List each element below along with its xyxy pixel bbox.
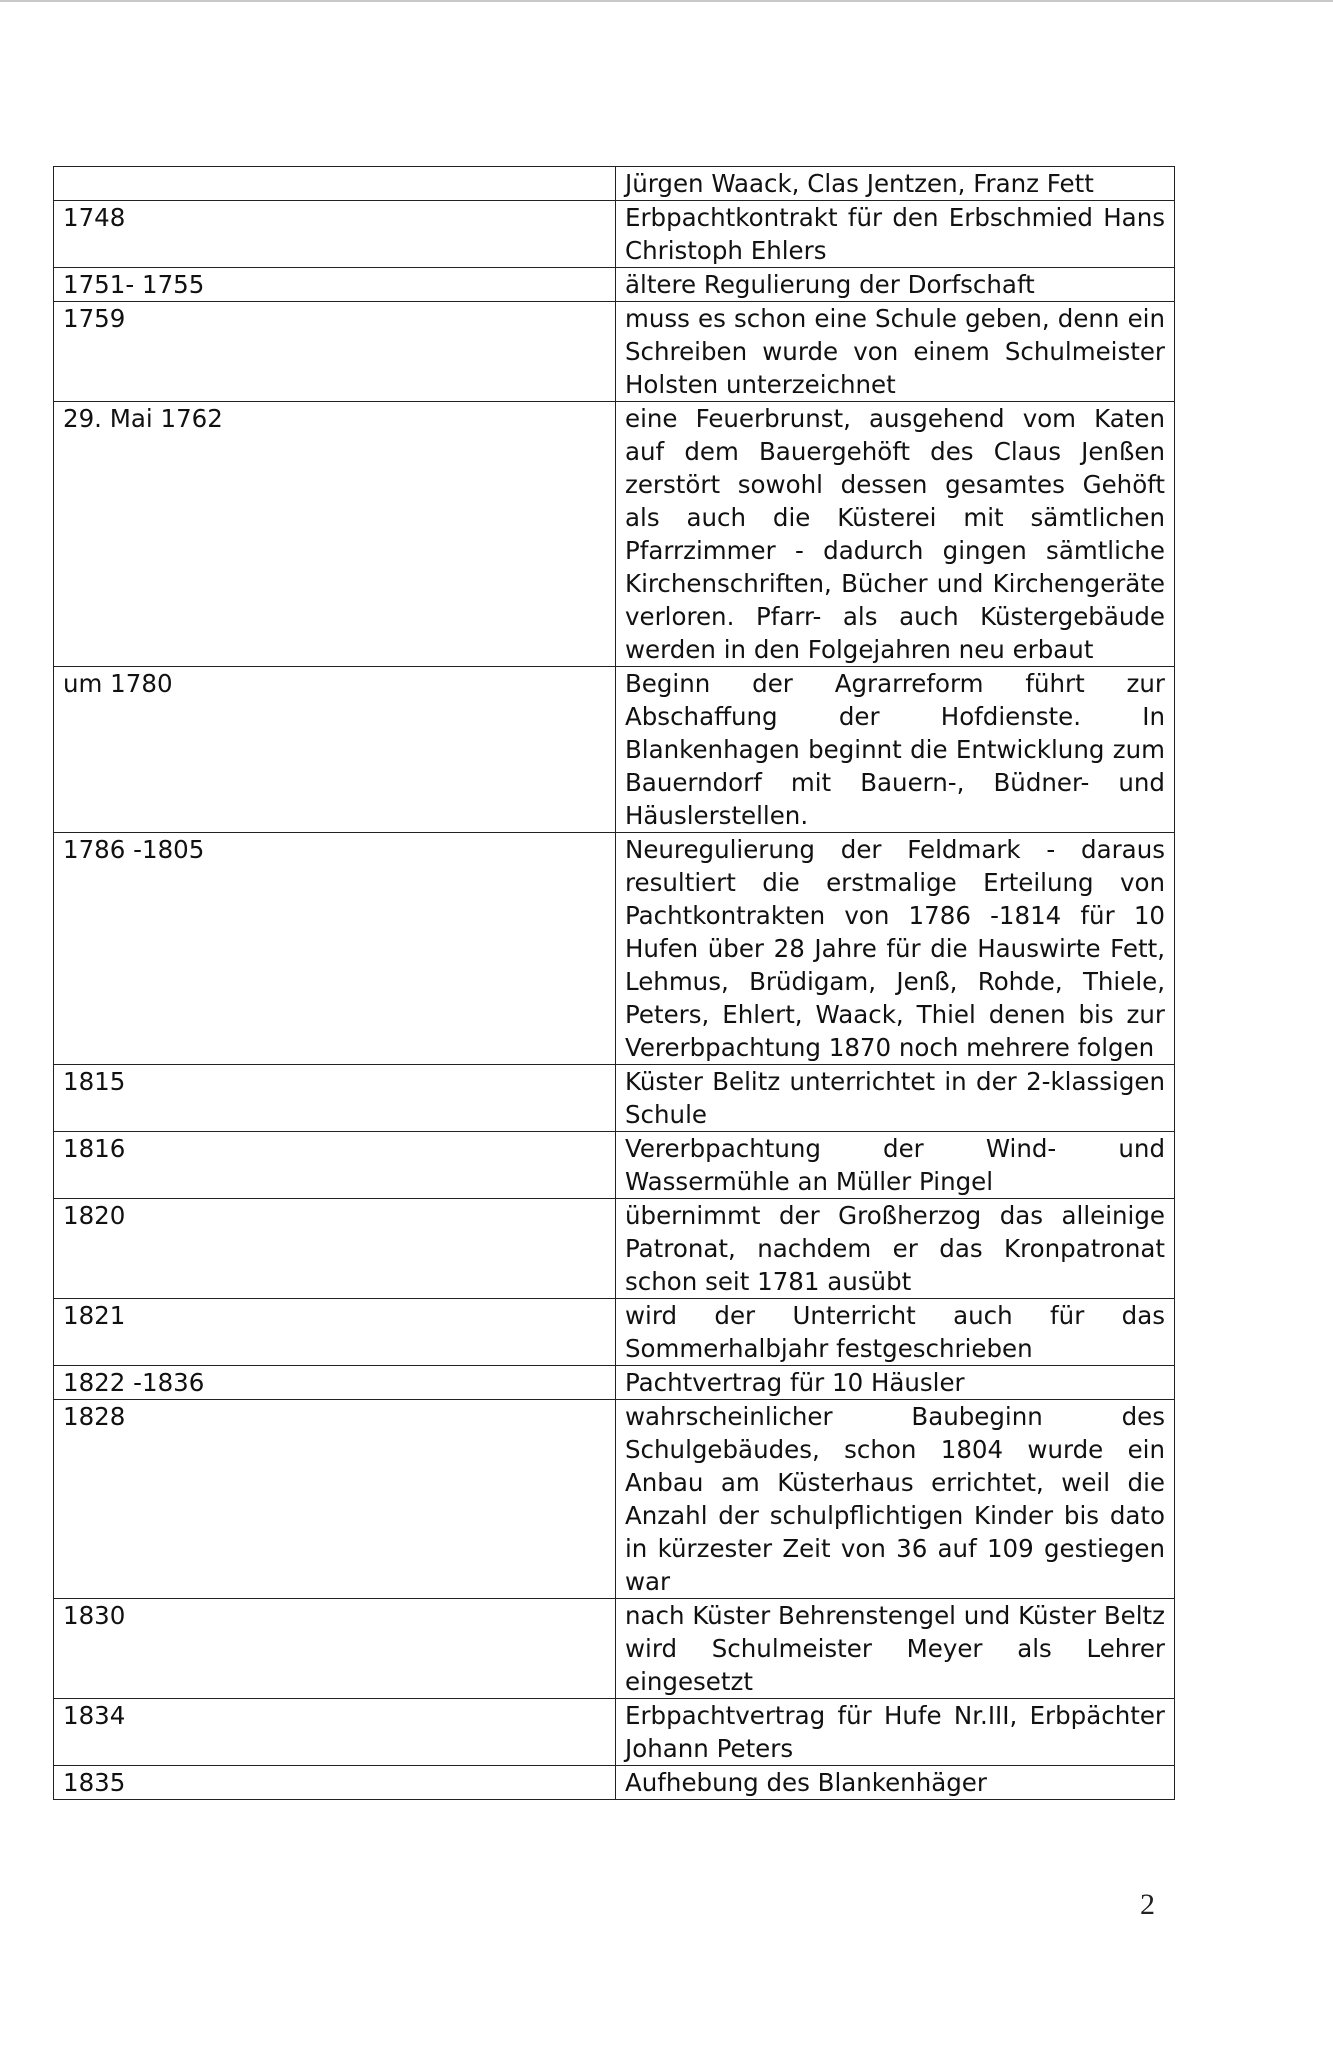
date-cell: 1816 xyxy=(54,1132,616,1199)
event-cell: übernimmt der Großherzog das alleinige Patronat, nachdem er das Kronpatronat schon seit 1781 ausübt xyxy=(616,1199,1175,1299)
date-cell: 1748 xyxy=(54,201,616,268)
date-cell: 1751- 1755 xyxy=(54,268,616,302)
event-cell: Vererbpachtung der Wind- und Wassermühle an Müller Pingel xyxy=(616,1132,1175,1199)
table-row xyxy=(54,268,1175,302)
chronology-table xyxy=(53,166,1175,1800)
event-cell: Pachtvertrag für 10 Häusler xyxy=(616,1366,1175,1400)
date-cell: 1786 -1805 xyxy=(54,833,616,1065)
date-cell: 1820 xyxy=(54,1199,616,1299)
event-cell: Jürgen Waack, Clas Jentzen, Franz Fett xyxy=(616,167,1175,201)
page-number: 2 xyxy=(1140,1888,1155,1921)
event-cell: wird der Unterricht auch für das Sommerhalbjahr festgeschrieben xyxy=(616,1299,1175,1366)
table-row xyxy=(54,1599,1175,1699)
table-row xyxy=(54,1199,1175,1299)
event-cell: muss es schon eine Schule geben, denn ein Schreiben wurde von einem Schulmeister Holsten unterzeichnet xyxy=(616,302,1175,402)
date-cell: 1830 xyxy=(54,1599,616,1699)
date-cell: 1821 xyxy=(54,1299,616,1366)
date-cell: 29. Mai 1762 xyxy=(54,402,616,667)
date-cell: um 1780 xyxy=(54,667,616,833)
table-row xyxy=(54,833,1175,1065)
table-row xyxy=(54,201,1175,268)
event-cell: nach Küster Behrenstengel und Küster Beltz wird Schulmeister Meyer als Lehrer eingesetzt xyxy=(616,1599,1175,1699)
event-cell: eine Feuerbrunst, ausgehend vom Katen auf dem Bauergehöft des Claus Jenßen zerstört sowohl dessen gesamtes Gehöft als auch die Küsterei mit sämtlichen Pfarrzimmer - dadurch gingen sämtliche Kirchenschriften, Bücher und Kirchengeräte verloren. Pfarr- als auch Küstergebäude werden in den Folgejahren neu erbaut xyxy=(616,402,1175,667)
table-row xyxy=(54,1299,1175,1366)
table-row xyxy=(54,1699,1175,1766)
event-cell: Küster Belitz unterrichtet in der 2-klassigen Schule xyxy=(616,1065,1175,1132)
date-cell: 1759 xyxy=(54,302,616,402)
table-row xyxy=(54,1400,1175,1599)
table-row xyxy=(54,1766,1175,1800)
event-cell: wahrscheinlicher Baubeginn des Schulgebäudes, schon 1804 wurde ein Anbau am Küsterhaus errichtet, weil die Anzahl der schulpflichtigen Kinder bis dato in kürzester Zeit von 36 auf 109 gestiegen war xyxy=(616,1400,1175,1599)
event-cell: ältere Regulierung der Dorfschaft xyxy=(616,268,1175,302)
date-cell: 1834 xyxy=(54,1699,616,1766)
table-row xyxy=(54,667,1175,833)
event-cell: Erbpachtkontrakt für den Erbschmied Hans Christoph Ehlers xyxy=(616,201,1175,268)
table-row xyxy=(54,302,1175,402)
date-cell xyxy=(54,167,616,201)
event-cell: Neuregulierung der Feldmark - daraus resultiert die erstmalige Erteilung von Pachtkontrakten von 1786 -1814 für 10 Hufen über 28 Jahre für die Hauswirte Fett, Lehmus, Brüdigam, Jenß, Rohde, Thiele, Peters, Ehlert, Waack, Thiel denen bis zur Vererbpachtung 1870 noch mehrere folgen xyxy=(616,833,1175,1065)
table-row xyxy=(54,1132,1175,1199)
table-row xyxy=(54,402,1175,667)
date-cell: 1828 xyxy=(54,1400,616,1599)
scan-top-edge xyxy=(0,0,1333,2)
date-cell: 1822 -1836 xyxy=(54,1366,616,1400)
table-row xyxy=(54,167,1175,201)
table-row xyxy=(54,1065,1175,1132)
date-cell: 1815 xyxy=(54,1065,616,1132)
event-cell: Aufhebung des Blankenhäger xyxy=(616,1766,1175,1800)
event-cell: Erbpachtvertrag für Hufe Nr.III, Erbpächter Johann Peters xyxy=(616,1699,1175,1766)
table-row xyxy=(54,1366,1175,1400)
event-cell: Beginn der Agrarreform führt zur Abschaffung der Hofdienste. In Blankenhagen beginnt die Entwicklung zum Bauerndorf mit Bauern-, Büdner- und Häuslerstellen. xyxy=(616,667,1175,833)
date-cell: 1835 xyxy=(54,1766,616,1800)
